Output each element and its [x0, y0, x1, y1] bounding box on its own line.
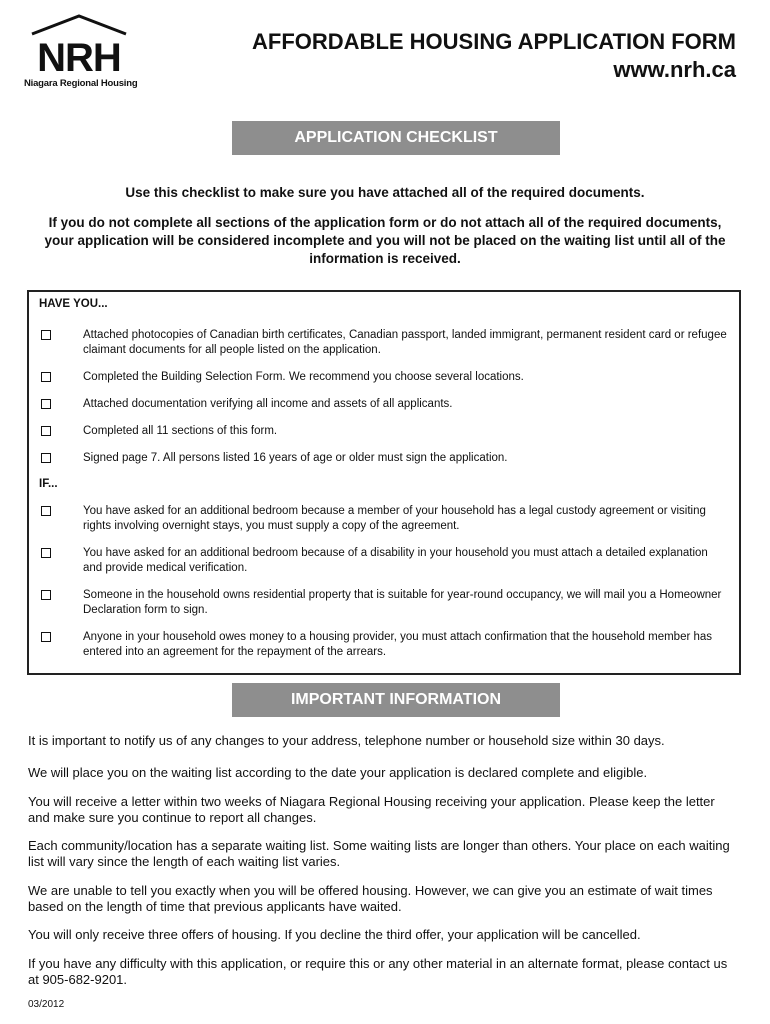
checkbox[interactable] [41, 506, 51, 516]
checklist-heading: APPLICATION CHECKLIST [232, 121, 560, 155]
website-url: www.nrh.ca [613, 57, 736, 82]
info-paragraph: Each community/location has a separate waiting list. Some waiting lists are longer than others. Your place on each waiting list will vary since the length of each waiting list varies. [28, 838, 730, 869]
checkbox[interactable] [41, 372, 51, 382]
have-you-label: HAVE YOU... [39, 298, 108, 310]
checklist-item-text: Completed the Building Selection Form. We recommend you choose several locations. [83, 371, 524, 383]
form-title: AFFORDABLE HOUSING APPLICATION FORM [252, 29, 736, 54]
checklist-item-text: Signed page 7. All persons listed 16 years of age or older must sign the application. [83, 452, 508, 464]
checklist-intro-2: If you do not complete all sections of the application form or do not attach all of the required documents, your application will be considered incomplete and you will not be placed on the waiting list until all of the information is received. [44, 215, 726, 266]
if-label: IF... [39, 478, 58, 490]
checklist-item-text: Someone in the household owns residential property that is suitable for year-round occupancy, we will mail you a Homeowner Declaration form to sign. [83, 589, 722, 616]
info-paragraph: We will place you on the waiting list according to the date your application is declared complete and eligible. [28, 765, 648, 780]
checklist-item-text: Anyone in your household owes money to a housing provider, you must attach confirmation that the household member has entered into an agreement for the repayment of the arrears. [83, 631, 713, 658]
logo-org-name: Niagara Regional Housing [24, 78, 138, 89]
info-paragraph: If you have any difficulty with this application, or require this or any other material in an alternate format, please contact us at 905-682-9201. [28, 956, 728, 987]
logo-letters: NRH [37, 36, 121, 76]
checkbox[interactable] [41, 399, 51, 409]
house-roof-logo-icon [24, 14, 134, 76]
checkbox[interactable] [41, 632, 51, 642]
checklist-box [27, 290, 741, 675]
checklist-item-text: Attached documentation verifying all income and assets of all applicants. [83, 398, 453, 410]
checklist-item-text: You have asked for an additional bedroom because a member of your household has a legal custody agreement or visiting rights involving overnight stays, you must supply a copy of the agreement. [83, 505, 706, 532]
checkbox[interactable] [41, 548, 51, 558]
checkbox[interactable] [41, 426, 51, 436]
nrh-logo [24, 14, 138, 92]
important-info-heading: IMPORTANT INFORMATION [232, 683, 560, 717]
checkbox[interactable] [41, 330, 51, 340]
form-date-code: 03/2012 [28, 999, 65, 1010]
checklist-item-text: Attached photocopies of Canadian birth certificates, Canadian passport, landed immigrant, permanent resident card or refugee claimant documents for all people listed on the application. [83, 329, 727, 356]
info-paragraph: You will only receive three offers of housing. If you decline the third offer, your application will be cancelled. [28, 927, 641, 942]
checklist-item-text: Completed all 11 sections of this form. [83, 425, 278, 437]
checklist-item-text: You have asked for an additional bedroom because of a disability in your household you must attach a detailed explanation and provide medical verification. [83, 547, 708, 574]
info-paragraph: You will receive a letter within two weeks of Niagara Regional Housing receiving your application. Please keep the letter and make sure you continue to report all changes. [28, 794, 715, 825]
checkbox[interactable] [41, 590, 51, 600]
info-paragraph: We are unable to tell you exactly when you will be offered housing. However, we can give you an estimate of wait times based on the length of time that previous applicants have waited. [28, 883, 713, 914]
info-paragraph: It is important to notify us of any changes to your address, telephone number or household size within 30 days. [28, 733, 665, 748]
checkbox[interactable] [41, 453, 51, 463]
form-header [252, 28, 736, 84]
checklist-intro-1: Use this checklist to make sure you have attached all of the required documents. [125, 185, 645, 200]
